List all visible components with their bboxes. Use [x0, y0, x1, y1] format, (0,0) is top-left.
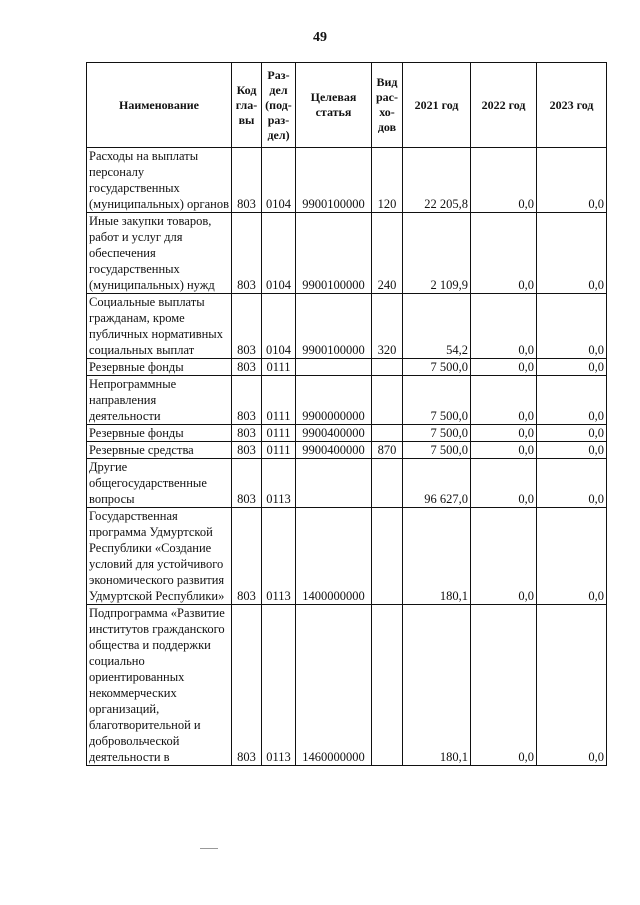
table-row: [87, 605, 607, 766]
cell-expense: [372, 359, 403, 376]
cell-2021: 7 500,0: [403, 442, 471, 459]
cell-name: Резервные фонды: [87, 359, 232, 376]
cell-chapter: 803: [232, 605, 262, 766]
footer-mark: [200, 848, 218, 849]
cell-expense: [372, 605, 403, 766]
table-row: [87, 508, 607, 605]
cell-expense: [372, 508, 403, 605]
cell-expense: [372, 425, 403, 442]
cell-expense: [372, 376, 403, 425]
table-row: [87, 213, 607, 294]
cell-2023: 0,0: [537, 148, 607, 213]
cell-name: Другие общегосударственные вопросы: [87, 459, 232, 508]
cell-target: 9900400000: [296, 425, 372, 442]
cell-2021: 54,2: [403, 294, 471, 359]
cell-chapter: 803: [232, 376, 262, 425]
cell-target: [296, 459, 372, 508]
cell-2022: 0,0: [471, 442, 537, 459]
cell-section: 0113: [262, 508, 296, 605]
cell-2022: 0,0: [471, 508, 537, 605]
cell-chapter: 803: [232, 508, 262, 605]
table-row: [87, 442, 607, 459]
header-chapter-code: Код гла- вы: [232, 63, 262, 148]
table-row: [87, 359, 607, 376]
cell-name: Непрограммные направления деятельности: [87, 376, 232, 425]
cell-section: 0104: [262, 148, 296, 213]
cell-2023: 0,0: [537, 294, 607, 359]
cell-2021: 2 109,9: [403, 213, 471, 294]
header-expense-type: Вид рас- хо- дов: [372, 63, 403, 148]
cell-2023: 0,0: [537, 359, 607, 376]
cell-2023: 0,0: [537, 442, 607, 459]
cell-2022: 0,0: [471, 376, 537, 425]
cell-chapter: 803: [232, 294, 262, 359]
table-row: [87, 459, 607, 508]
cell-expense: 320: [372, 294, 403, 359]
cell-chapter: 803: [232, 148, 262, 213]
cell-expense: 870: [372, 442, 403, 459]
table-row: [87, 425, 607, 442]
cell-section: 0113: [262, 459, 296, 508]
cell-expense: [372, 459, 403, 508]
cell-section: 0111: [262, 376, 296, 425]
cell-2023: 0,0: [537, 508, 607, 605]
cell-name: Государственная программа Удмуртской Республики «Создание условий для устойчивого экономического развития Удмуртской Республики»: [87, 508, 232, 605]
cell-chapter: 803: [232, 359, 262, 376]
cell-2022: 0,0: [471, 605, 537, 766]
header-section: Раз- дел (под- раз- дел): [262, 63, 296, 148]
cell-2021: 96 627,0: [403, 459, 471, 508]
table-row: [87, 148, 607, 213]
cell-section: 0111: [262, 425, 296, 442]
cell-name: Подпрограмма «Развитие институтов гражданского общества и поддержки социально ориентированных некоммерческих организаций, благотворительной и добровольческой деятельности в: [87, 605, 232, 766]
cell-name: Социальные выплаты гражданам, кроме публичных нормативных социальных выплат: [87, 294, 232, 359]
table-row: [87, 294, 607, 359]
table-body: [87, 148, 607, 766]
cell-name: Резервные средства: [87, 442, 232, 459]
header-year-2021: 2021 год: [403, 63, 471, 148]
cell-2022: 0,0: [471, 148, 537, 213]
cell-2021: 7 500,0: [403, 376, 471, 425]
cell-name: Иные закупки товаров, работ и услуг для обеспечения государственных (муниципальных) нужд: [87, 213, 232, 294]
cell-2021: 180,1: [403, 508, 471, 605]
cell-section: 0104: [262, 213, 296, 294]
cell-section: 0111: [262, 359, 296, 376]
cell-chapter: 803: [232, 459, 262, 508]
cell-2021: 22 205,8: [403, 148, 471, 213]
budget-table: [86, 62, 607, 766]
cell-name: Расходы на выплаты персоналу государственных (муниципальных) органов: [87, 148, 232, 213]
cell-2023: 0,0: [537, 213, 607, 294]
cell-target: 1460000000: [296, 605, 372, 766]
cell-chapter: 803: [232, 442, 262, 459]
cell-expense: 240: [372, 213, 403, 294]
cell-2023: 0,0: [537, 425, 607, 442]
cell-section: 0104: [262, 294, 296, 359]
header-name: Наименование: [87, 63, 232, 148]
cell-target: 1400000000: [296, 508, 372, 605]
cell-2022: 0,0: [471, 425, 537, 442]
table-row: [87, 376, 607, 425]
cell-target: 9900400000: [296, 442, 372, 459]
cell-2021: 7 500,0: [403, 425, 471, 442]
cell-section: 0113: [262, 605, 296, 766]
cell-target: 9900100000: [296, 213, 372, 294]
cell-target: [296, 359, 372, 376]
page-number: 49: [313, 30, 327, 45]
cell-2021: 7 500,0: [403, 359, 471, 376]
cell-2022: 0,0: [471, 213, 537, 294]
table-header-row: [87, 63, 607, 148]
cell-target: 9900000000: [296, 376, 372, 425]
header-year-2022: 2022 год: [471, 63, 537, 148]
cell-expense: 120: [372, 148, 403, 213]
cell-2022: 0,0: [471, 359, 537, 376]
cell-name: Резервные фонды: [87, 425, 232, 442]
cell-2021: 180,1: [403, 605, 471, 766]
cell-target: 9900100000: [296, 294, 372, 359]
header-target-article: Целевая статья: [296, 63, 372, 148]
cell-chapter: 803: [232, 213, 262, 294]
header-year-2023: 2023 год: [537, 63, 607, 148]
cell-chapter: 803: [232, 425, 262, 442]
cell-2022: 0,0: [471, 459, 537, 508]
cell-target: 9900100000: [296, 148, 372, 213]
cell-2022: 0,0: [471, 294, 537, 359]
cell-2023: 0,0: [537, 459, 607, 508]
cell-2023: 0,0: [537, 605, 607, 766]
cell-section: 0111: [262, 442, 296, 459]
cell-2023: 0,0: [537, 376, 607, 425]
